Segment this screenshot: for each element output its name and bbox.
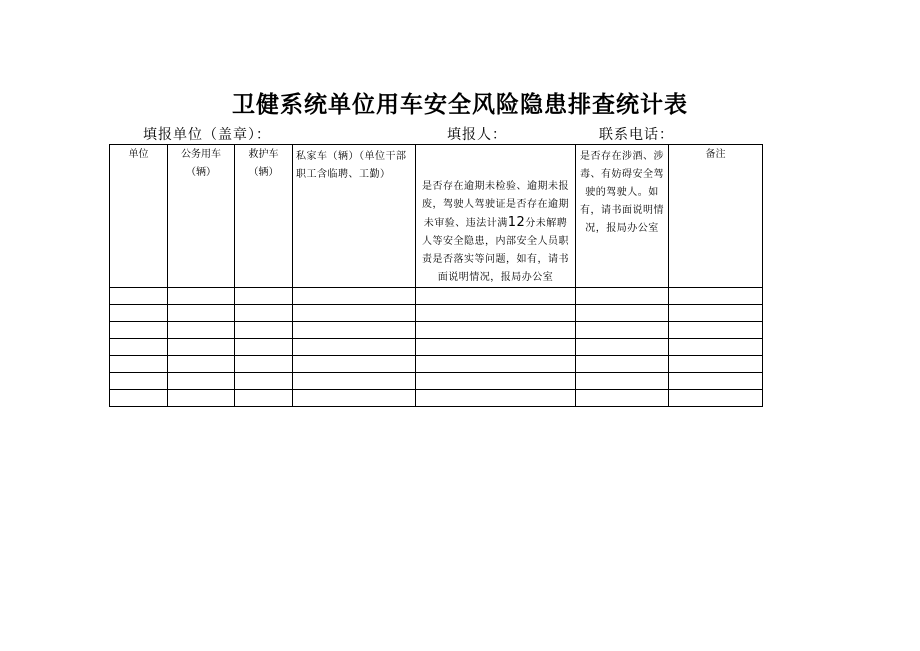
table-cell — [416, 305, 576, 322]
table-cell — [168, 322, 235, 339]
table-cell — [293, 339, 416, 356]
header-remarks: 备注 — [669, 145, 763, 288]
table-cell — [110, 356, 168, 373]
table-cell — [235, 305, 293, 322]
table-cell — [235, 356, 293, 373]
table-cell — [416, 373, 576, 390]
table-row — [110, 288, 763, 305]
reporter-label: 填报人： — [447, 127, 507, 143]
table-cell — [168, 390, 235, 407]
table-cell — [416, 322, 576, 339]
table-cell — [293, 356, 416, 373]
table-row — [110, 339, 763, 356]
header-unit: 单位 — [110, 145, 168, 288]
header-ambulance — [235, 145, 293, 288]
table-cell — [416, 356, 576, 373]
table-row — [110, 305, 763, 322]
header-inspection-text-b: 分未解聘人等安全隐患，内部安全人员职责是否落实等问题，如有，请书面说明情况，报局办公室 — [422, 218, 569, 283]
table-cell — [168, 305, 235, 322]
table-cell — [235, 288, 293, 305]
header-inspection-text-a: 是否存在逾期未检验、逾期未报废，驾驶人驾驶证是否存在逾期未审验、违法计满 — [422, 181, 569, 229]
table-cell — [293, 373, 416, 390]
table-cell — [235, 373, 293, 390]
table-cell — [168, 288, 235, 305]
header-private-car: 私家车（辆）（单位干部职工含临聘、工勤） — [293, 145, 416, 288]
header-official-car-text: 公务用车 — [181, 149, 221, 160]
table-cell — [576, 288, 669, 305]
table-cell — [669, 356, 763, 373]
table-cell — [168, 339, 235, 356]
table-cell — [576, 322, 669, 339]
table-cell — [576, 356, 669, 373]
table-cell — [293, 288, 416, 305]
table-cell — [110, 390, 168, 407]
table-cell — [576, 373, 669, 390]
table-cell — [416, 339, 576, 356]
table-cell — [416, 288, 576, 305]
header-ambulance-unit: （辆） — [248, 167, 279, 178]
fill-unit-label: 填报单位（盖章）： — [143, 127, 271, 143]
table-cell — [110, 322, 168, 339]
table-cell — [416, 390, 576, 407]
table-cell — [293, 322, 416, 339]
table-cell — [669, 288, 763, 305]
table-cell — [576, 339, 669, 356]
table-cell — [576, 390, 669, 407]
page-title: 卫健系统单位用车安全风险隐患排查统计表 — [232, 92, 688, 118]
table-row — [110, 390, 763, 407]
table-cell — [235, 322, 293, 339]
table-cell — [235, 339, 293, 356]
table-cell — [110, 288, 168, 305]
table-cell — [235, 390, 293, 407]
header-alcohol-drug: 是否存在涉酒、涉毒、有妨碍安全驾驶的驾驶人。如有，请书面说明情况，报局办公室 — [576, 145, 669, 288]
table-row — [110, 322, 763, 339]
table-cell — [669, 390, 763, 407]
table-row — [110, 373, 763, 390]
header-official-car-unit: （辆） — [186, 167, 216, 178]
table-row — [110, 356, 763, 373]
table-cell — [669, 373, 763, 390]
table-cell — [110, 339, 168, 356]
table-cell — [669, 305, 763, 322]
table-cell — [110, 373, 168, 390]
header-official-car — [168, 145, 235, 288]
table-cell — [669, 322, 763, 339]
table-cell — [576, 305, 669, 322]
statistics-table — [109, 144, 763, 407]
table-cell — [669, 339, 763, 356]
table-cell — [168, 356, 235, 373]
header-inspection-number: 12 — [507, 215, 526, 230]
table-body — [110, 288, 763, 407]
phone-label: 联系电话： — [599, 127, 674, 143]
table-cell — [110, 305, 168, 322]
table-cell — [168, 373, 235, 390]
table-cell — [293, 305, 416, 322]
header-ambulance-text: 救护车 — [248, 149, 279, 160]
header-inspection-issues — [416, 145, 576, 288]
table-header-row — [110, 145, 763, 288]
table-cell — [293, 390, 416, 407]
